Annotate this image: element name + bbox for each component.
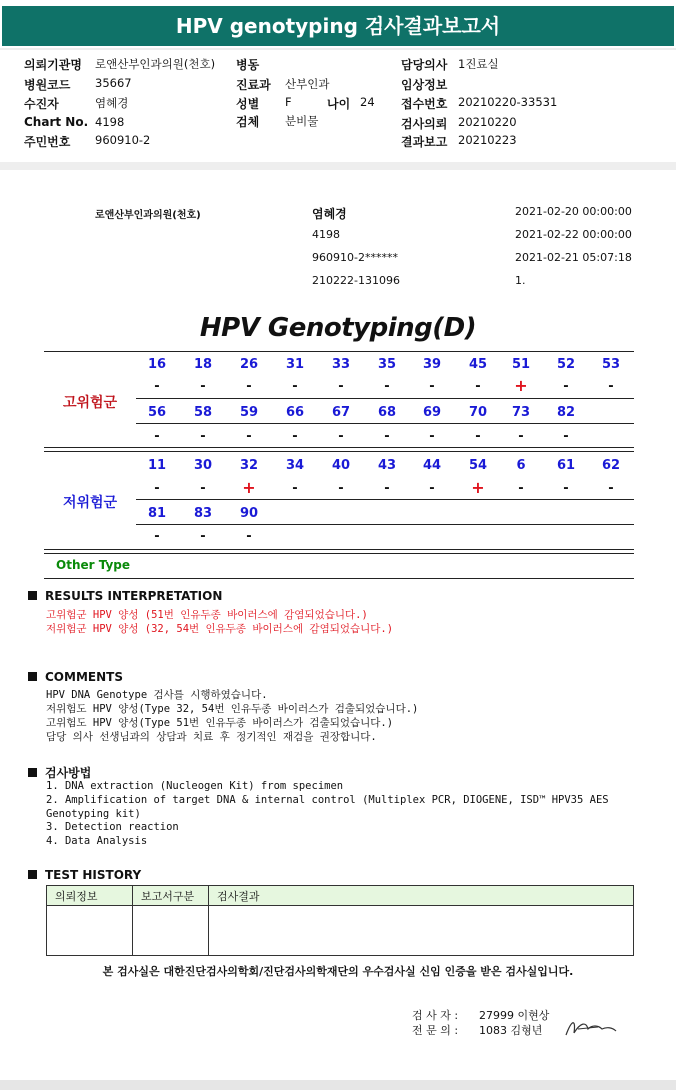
info-hospital-code: 병원코드 35667	[24, 76, 132, 92]
section-square-icon	[28, 870, 37, 879]
specialist-label: 전 문 의 :	[412, 1024, 459, 1037]
hpv-result-cell: -	[563, 481, 569, 496]
results-line: 저위험군 HPV 양성 (32, 54번 인유두종 바이러스에 감염되었습니다.)	[46, 623, 394, 635]
report-date-1: 2021-02-20 00:00:00	[515, 205, 632, 218]
hpv-result-cell: -	[384, 429, 390, 444]
info-requesting-org: 의뢰기관명 로앤산부인과의원(천호)	[24, 57, 216, 72]
low-risk-label: 저위험군	[62, 495, 118, 511]
hpv-type-cell: 81	[147, 506, 167, 521]
hpv-result-cell: -	[429, 481, 435, 496]
info-specimen: 검체 분비물	[236, 114, 319, 129]
info-patient-name: 수진자 염혜경	[24, 96, 129, 111]
hpv-result-cell: -	[384, 481, 390, 496]
report-body	[0, 170, 676, 1080]
comment-line: 고위험도 HPV 양성(Type 51번 인유두종 바이러스가 검출되었습니다.)	[46, 717, 394, 729]
grid-line	[44, 553, 634, 554]
grid-line	[44, 451, 634, 452]
report-rrn: 960910-2******	[312, 251, 398, 264]
grid-line	[44, 351, 634, 352]
hpv-result-cell: -	[246, 529, 252, 544]
hpv-result-cell: -	[200, 529, 206, 544]
method-line: Genotyping kit)	[46, 808, 141, 820]
other-type-label: Other Type	[56, 558, 131, 572]
info-department: 진료과 산부인과	[236, 77, 330, 92]
info-clinical: 임상정보	[401, 78, 448, 92]
hpv-type-cell: 26	[239, 357, 259, 372]
hpv-result-cell: -	[608, 379, 614, 394]
hpv-type-cell: 18	[193, 357, 213, 372]
hpv-result-cell: -	[292, 481, 298, 496]
history-cell	[209, 906, 634, 956]
report-clinic: 로앤산부인과의원(천호)	[95, 210, 201, 221]
hpv-type-cell: 59	[239, 405, 259, 420]
method-line: 2. Amplification of target DNA & internal control (Multiplex PCR, DIOGENE, ISD™ HPV35 AES	[46, 794, 609, 806]
patient-info-panel	[0, 50, 676, 162]
hpv-type-cell: 54	[468, 458, 488, 473]
hpv-result-cell: -	[563, 379, 569, 394]
hpv-type-cell: 56	[147, 405, 167, 420]
info-request-date: 검사의뢰 20210220	[401, 115, 517, 131]
hpv-type-cell: 82	[556, 405, 576, 420]
hpv-result-cell: -	[200, 481, 206, 496]
grid-line	[136, 499, 634, 500]
comments-section-title: COMMENTS	[28, 670, 123, 684]
hpv-type-cell: 83	[193, 506, 213, 521]
title-bar	[0, 0, 676, 48]
report-patient: 염혜경	[312, 207, 347, 221]
hpv-type-cell: 30	[193, 458, 213, 473]
hpv-type-cell: 70	[468, 405, 488, 420]
method-line: 4. Data Analysis	[46, 835, 148, 847]
info-age: 나이 24	[327, 95, 375, 111]
hpv-type-cell: 31	[285, 357, 305, 372]
grid-line	[44, 578, 634, 579]
hpv-result-cell: -	[338, 481, 344, 496]
hpv-type-cell: 69	[422, 405, 442, 420]
hpv-type-cell: 11	[147, 458, 167, 473]
hpv-result-cell: -	[338, 379, 344, 394]
hpv-result-cell: +	[471, 478, 485, 497]
high-risk-label: 고위험군	[62, 395, 118, 411]
hpv-type-cell: 67	[331, 405, 351, 420]
grid-line	[136, 423, 634, 424]
hpv-result-cell: -	[338, 429, 344, 444]
hpv-type-cell: 33	[331, 357, 351, 372]
hpv-type-cell: 68	[377, 405, 397, 420]
info-report-date: 결과보고 20210223	[401, 133, 517, 149]
hpv-type-cell: 34	[285, 458, 305, 473]
hpv-type-cell: 44	[422, 458, 442, 473]
hpv-result-cell: -	[154, 529, 160, 544]
hpv-type-cell: 40	[331, 458, 351, 473]
history-cell	[47, 906, 133, 956]
hpv-type-cell: 35	[377, 357, 397, 372]
info-resident-no: 주민번호 960910-2	[24, 133, 151, 149]
info-sex: 성별 F	[236, 95, 292, 111]
hpv-result-cell: -	[563, 429, 569, 444]
hpv-result-cell: -	[292, 379, 298, 394]
specialist-value: 1083 김형년	[479, 1024, 543, 1037]
info-ward: 병동	[236, 58, 260, 72]
info-chart-no: Chart No. 4198	[24, 115, 125, 129]
section-square-icon	[28, 672, 37, 681]
hpv-type-cell: 16	[147, 357, 167, 372]
report-date-3: 2021-02-21 05:07:18	[515, 251, 632, 264]
report-receipt: 210222-131096	[312, 274, 400, 287]
hpv-type-cell: 45	[468, 357, 488, 372]
hpv-type-cell: 58	[193, 405, 213, 420]
hpv-result-cell: -	[608, 481, 614, 496]
section-square-icon	[28, 591, 37, 600]
comment-line: HPV DNA Genotype 검사를 시행하였습니다.	[46, 689, 268, 701]
hpv-type-cell: 90	[239, 506, 259, 521]
grid-line	[136, 398, 634, 399]
hpv-result-cell: -	[384, 379, 390, 394]
hpv-type-cell: 53	[601, 357, 621, 372]
history-header-report-type: 보고서구분	[133, 886, 209, 906]
hpv-type-cell: 52	[556, 357, 576, 372]
comment-line: 저위험도 HPV 양성(Type 32, 54번 인유두종 바이러스가 검출되었습니다.)	[46, 703, 419, 715]
comment-line: 담당 의사 선생님과의 상담과 치료 후 정기적인 재검을 권장합니다.	[46, 731, 377, 743]
results-section-title: RESULTS INTERPRETATION	[28, 589, 222, 603]
page-bottom-band	[0, 1080, 676, 1090]
hpv-type-cell: 66	[285, 405, 305, 420]
grid-line	[44, 447, 634, 448]
hpv-result-cell: -	[246, 379, 252, 394]
hpv-type-cell: 61	[556, 458, 576, 473]
tester-label: 검 사 자 :	[412, 1009, 459, 1022]
method-section-title: 검사방법	[28, 764, 91, 781]
report-seq: 1.	[515, 274, 526, 287]
hpv-result-cell: -	[292, 429, 298, 444]
section-square-icon	[28, 768, 37, 777]
report-chart: 4198	[312, 228, 340, 241]
hpv-type-cell: 43	[377, 458, 397, 473]
history-cell	[133, 906, 209, 956]
report-date-2: 2021-02-22 00:00:00	[515, 228, 632, 241]
hpv-result-cell: -	[429, 429, 435, 444]
certification-note: 본 검사실은 대한진단검사의학회/진단검사의학재단의 우수검사실 신임 인증을 받은 검사실입니다.	[102, 965, 574, 978]
history-section-title: TEST HISTORY	[28, 868, 141, 882]
hpv-result-cell: -	[518, 481, 524, 496]
hpv-result-cell: -	[246, 429, 252, 444]
hpv-result-cell: -	[475, 379, 481, 394]
genotyping-title: HPV Genotyping(D)	[199, 313, 477, 343]
hpv-result-cell: +	[242, 478, 256, 497]
grid-line	[44, 549, 634, 550]
hpv-result-cell: -	[154, 379, 160, 394]
results-line: 고위험군 HPV 양성 (51번 인유두종 바이러스에 감염되었습니다.)	[46, 609, 368, 621]
hpv-result-cell: -	[475, 429, 481, 444]
report-title: HPV genotyping 검사결과보고서	[2, 6, 674, 46]
hpv-type-cell: 62	[601, 458, 621, 473]
hpv-type-cell: 32	[239, 458, 259, 473]
history-header-request: 의뢰정보	[47, 886, 133, 906]
hpv-type-cell: 6	[516, 458, 526, 473]
grid-line	[136, 524, 634, 525]
hpv-result-cell: +	[514, 376, 528, 395]
hpv-type-cell: 51	[511, 357, 531, 372]
history-header-result: 검사결과	[209, 886, 634, 906]
method-line: 3. Detection reaction	[46, 821, 179, 833]
hpv-result-cell: -	[518, 429, 524, 444]
hpv-result-cell: -	[200, 429, 206, 444]
hpv-type-cell: 39	[422, 357, 442, 372]
info-doctor: 담당의사 1진료실	[401, 57, 499, 72]
info-receipt-no: 접수번호 20210220-33531	[401, 95, 558, 111]
hpv-result-cell: -	[429, 379, 435, 394]
hpv-result-cell: -	[154, 481, 160, 496]
hpv-result-cell: -	[200, 379, 206, 394]
hpv-type-cell: 73	[511, 405, 531, 420]
method-line: 1. DNA extraction (Nucleogen Kit) from specimen	[46, 780, 344, 792]
signature-image	[562, 1015, 620, 1041]
hpv-result-cell: -	[154, 429, 160, 444]
tester-value: 27999 이현상	[479, 1009, 550, 1022]
history-table	[46, 885, 634, 956]
